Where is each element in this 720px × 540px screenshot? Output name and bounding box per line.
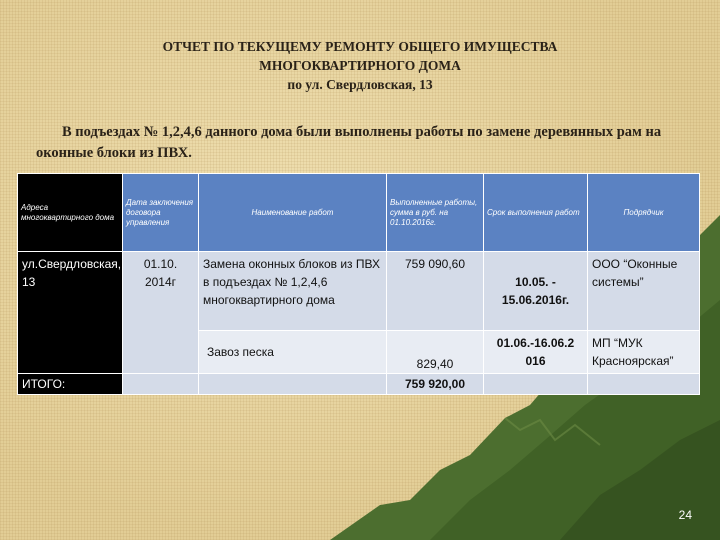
report-title [60,37,660,94]
header-contract-date: Дата заключения договора управления [123,174,199,252]
table-header-row [18,174,700,252]
header-term: Срок выполнения работ [484,174,588,252]
total-empty-cell [588,374,700,395]
table-row [18,252,700,331]
contractor-cell: МП “МУК Красноярская” [588,331,700,374]
amount-cell: 759 090,60 [387,252,484,331]
amount-cell: 829,40 [387,331,484,374]
total-empty-cell [484,374,588,395]
work-cell: Замена оконных блоков из ПВХ в подъездах № 1,2,4,6 многоквартирного дома [199,252,387,331]
total-label: ИТОГО: [18,374,123,395]
title-line-2: МНОГОКВАРТИРНОГО ДОМА [259,58,461,73]
term-cell: 10.05. - 15.06.2016г. [484,252,588,331]
work-cell: Завоз песка [199,331,387,374]
title-line-1: ОТЧЕТ ПО ТЕКУЩЕМУ РЕМОНТУ ОБЩЕГО ИМУЩЕСТВА [162,39,558,54]
header-work-name: Наименование работ [199,174,387,252]
intro-paragraph: В подъездах № 1,2,4,6 данного дома были выполнены работы по замене деревянных рам на оконные блоки из ПВХ. [36,124,662,161]
total-amount: 759 920,00 [387,374,484,395]
contract-date-cell: 01.10. 2014г [123,252,199,374]
header-amount: Выполненные работы, сумма в руб. на 01.10.2016г. [387,174,484,252]
address-cell: ул.Свердловская, 13 [18,252,123,374]
total-empty-cell [123,374,199,395]
header-address: Адреса многоквартирного дома [18,174,123,252]
header-contractor: Подрядчик [588,174,700,252]
term-cell: 01.06.-16.06.2 016 [484,331,588,374]
total-row [18,374,700,395]
page-number: 24 [678,508,692,522]
contractor-cell: ООО “Оконные системы” [588,252,700,331]
total-empty-cell [199,374,387,395]
report-table [17,173,700,395]
title-line-3: по ул. Свердловская, 13 [287,77,433,92]
